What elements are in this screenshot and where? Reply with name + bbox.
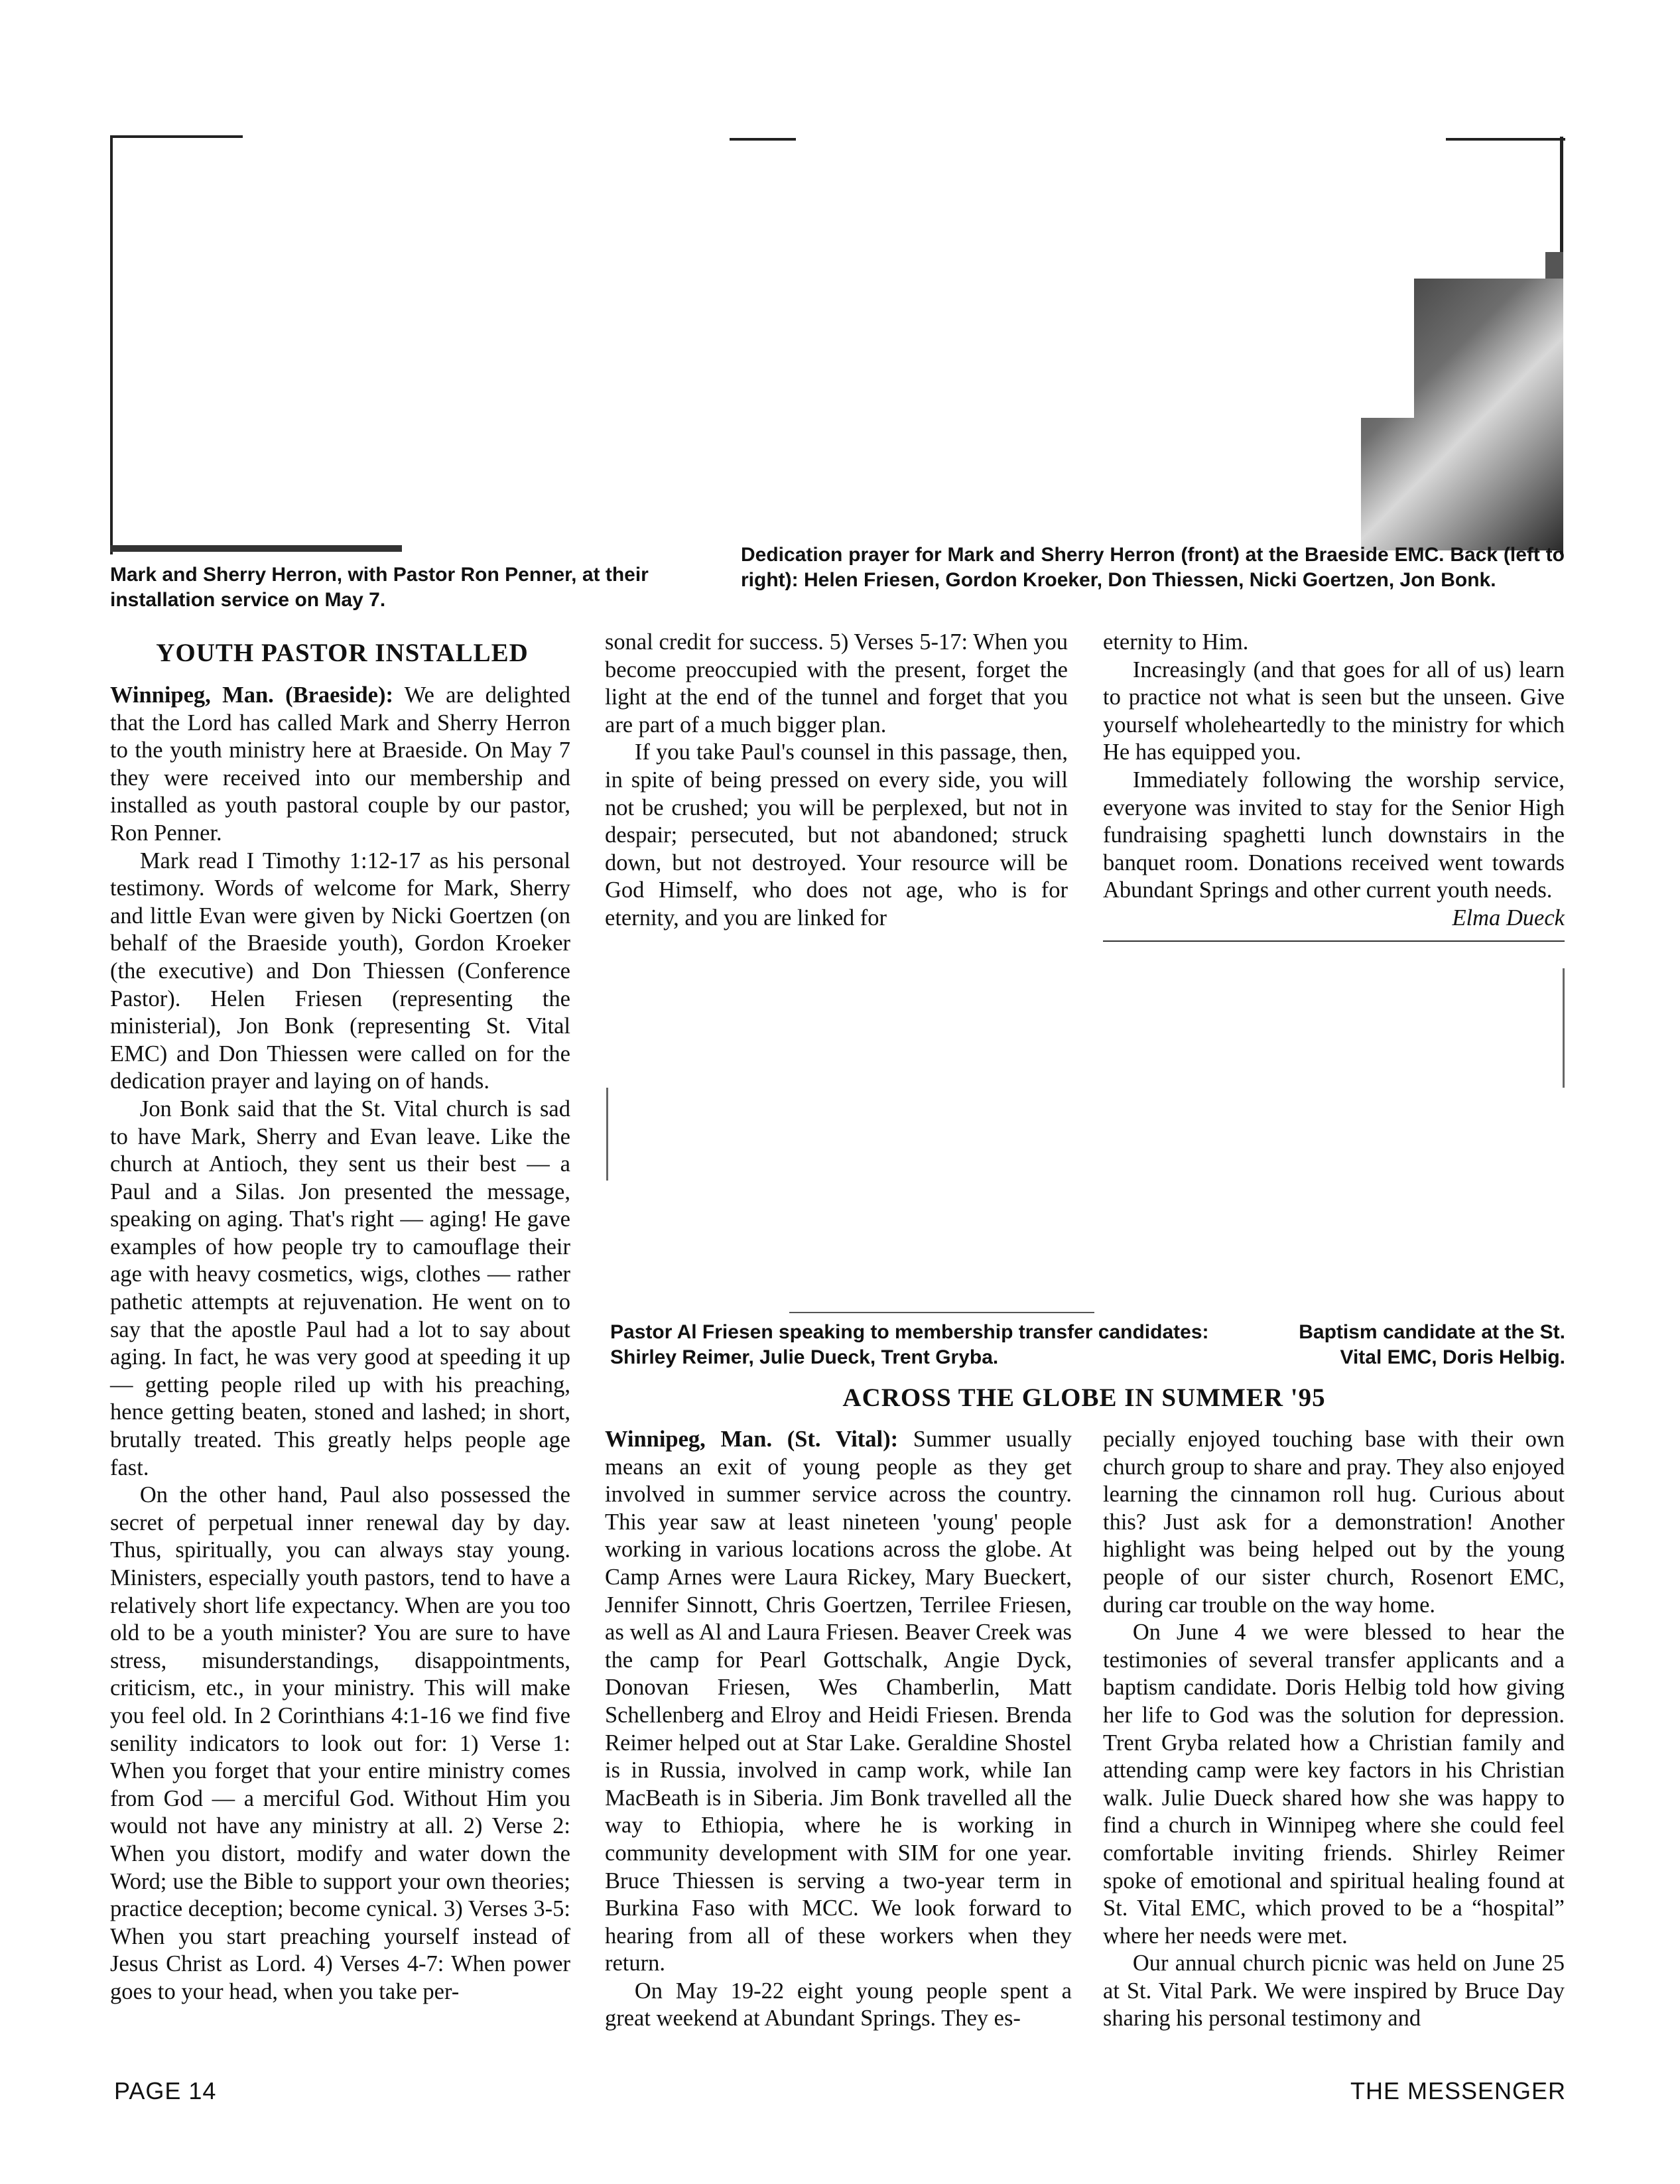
publication-name: THE MESSENGER — [1350, 2077, 1566, 2104]
photo-membership-transfer — [605, 955, 1563, 1313]
page-number: PAGE 14 — [114, 2077, 217, 2104]
article1-column-1 — [110, 682, 570, 2058]
caption-membership-transfer: Pastor Al Friesen speaking to membership transfer candidates: Shirley Reimer, Julie Dueck, Trent Gryba. — [610, 1321, 1209, 1368]
photo-dedication-mask — [1361, 279, 1414, 418]
article2-paragraph-4: On June 4 we were blessed to hear the testimonies of several transfer applicants and a baptism candidate. Doris Helbig told how giving her life to God was the solution for depression. Trent Gryba related how a Christian family and attending camp were key factors in his Christian walk. Julie Dueck shared how she was happy to find a church in Winnipeg where she could feel comfortable inviting friends. Shirley Reimer spoke of emotional and spiritual healing found at St. Vital EMC, which proved to be a “hospital” where her needs were met. — [1103, 1620, 1565, 1949]
photo-frame-left — [110, 137, 113, 554]
article1-paragraph-7: eternity to Him. — [1103, 629, 1249, 655]
article1-byline: Elma Dueck — [1452, 905, 1565, 931]
article1-paragraph-9-text: Immediately following the worship service, everyone was invited to stay for the Senior High fundraising spaghetti lunch downstairs in the banquet room. Donations received went towards Abundant Springs and other current youth needs. — [1103, 767, 1565, 903]
article1-paragraph-3: Jon Bonk said that the St. Vital church is sad to have Mark, Sherry and Evan leave. Like the church at Antioch, they sent us their best — a Paul and a Silas. Jon presented the message, speaking on aging. That's right — aging! He gave examples of how people try to camouflage their age with heavy cosmetics, wigs, clothes — rather pathetic attempts at rejuvenation. He went on to say that the apostle Paul had a lot to say about aging. In fact, he was very good at speeding it up — getting people riled up with his preaching, hence getting beaten, stoned and lashed; in short, brutally treated. This greatly helps people age fast. — [110, 1096, 570, 1480]
caption-installation: Mark and Sherry Herron, with Pastor Ron Penner, at their installation service on May 7. — [110, 564, 649, 611]
article2-column-2 — [1103, 1426, 1565, 2063]
photo-installation — [110, 137, 1364, 554]
article1-end-rule — [1103, 940, 1565, 942]
article2-paragraph-1: Summer usually means an exit of young people as they get involved in summer service across the country. This year saw at least nineteen 'young' people working in various locations across the globe. At Camp Arnes were Laura Rickey, Mary Bueckert, Jennifer Sinnott, Chris Goertzen, Terrilee Friesen, as well as Al and Laura Friesen. Beaver Creek was the camp for Pearl Gottschalk, Angie Dyck, Donovan Friesen, Wes Chamberlin, Matt Schellenberg and Elroy and Heidi Friesen. Brenda Reimer helped out at Star Lake. Geraldine Shostel is in Russia, involved in camp work, while Ian MacBeath is in Siberia. Jim Bonk travelled all the way to Ethiopia, where he is working in community development with SIM for one year. Bruce Thiessen is serving a two-year term in Burkina Faso with MCC. We look forward to hearing from all of these workers when they return. — [605, 1427, 1072, 1976]
photo-dedication-upper — [1545, 252, 1563, 279]
article2-column-1 — [605, 1426, 1072, 2063]
photo-frame-mid-bottom — [789, 1312, 1094, 1313]
article1-column-3 — [1103, 629, 1565, 934]
article1-paragraph-4: On the other hand, Paul also possessed the secret of perpetual inner renewal day by day. Thus, spiritually, you can always stay young. Ministers, especially youth pastors, tend to have a relatively short life expectancy. When are you too old to be a youth minister? You are sure to have stress, misunderstandings, disappointments, criticism, etc., in your ministry. This will make you feel old. In 2 Corinthians 4:1-16 we find five senility indicators to look out for: 1) Verse 1: When you forget that your entire ministry comes from God — a merciful God. Without Him you would not have any ministry at all. 2) Verse 2: When you distort, modify and water down the Word; use the Bible to support your own theories; practice deception; become cynical. 3) Verses 3-5: When you start preaching yourself instead of Jesus Christ as Lord. 4) Verses 4-7: When power goes to your head, when you take per- — [110, 1482, 570, 2004]
article1-paragraph-5: sonal credit for success. 5) Verses 5-17: When you become preoccupied with the present, forget the light at the end of the tunnel and forget that you are part of a much bigger plan. — [605, 629, 1068, 738]
article1-headline: YOUTH PASTOR INSTALLED — [156, 639, 529, 667]
article1-dateline: Winnipeg, Man. (Braeside): — [110, 682, 393, 708]
article1-paragraph-8: Increasingly (and that goes for all of us) learn to practice not what is seen but the unseen. Give yourself wholeheartedly to the ministry for which He has equipped you. — [1103, 657, 1565, 765]
article2-paragraph-2: On May 19-22 eight young people spent a great weekend at Abundant Springs. They es- — [605, 1978, 1072, 2031]
article2-paragraph-5: Our annual church picnic was held on June 25 at St. Vital Park. We were inspired by Bruce Day sharing his personal testimony and — [1103, 1951, 1565, 2031]
article1-paragraph-6: If you take Paul's counsel in this passage, then, in spite of being pressed on every side, you will not be crushed; you will be perplexed, but not in despair; persecuted, but not abandoned; struck down, but not destroyed. Your resource will be God Himself, who does not age, who is for eternity, and you are linked for — [605, 739, 1068, 931]
photo-frame-top-left — [110, 135, 243, 138]
photo-frame-top-mid — [730, 138, 796, 141]
article1-paragraph-2: Mark read I Timothy 1:12-17 as his personal testimony. Words of welcome for Mark, Sherry and little Evan were given by Nicki Goertzen (on behalf of the Braeside youth), Gordon Kroeker (the executive) and Don Thiessen (Conference Pastor). Helen Friesen (representing the ministerial), Jon Bonk (representing St. Vital EMC) and Don Thiessen were called on for the dedication prayer and laying on of hands. — [110, 848, 570, 1094]
article2-dateline: Winnipeg, Man. (St. Vital): — [605, 1427, 899, 1452]
article2-headline: ACROSS THE GLOBE IN SUMMER '95 — [842, 1383, 1326, 1412]
article1-lead — [110, 682, 570, 848]
article1-paragraph-9 — [1103, 767, 1565, 931]
photo-frame-mid-left — [606, 1088, 608, 1181]
photo-frame-top-right — [1446, 138, 1565, 141]
article2-lead — [605, 1426, 1072, 1978]
photo-frame-bottom — [110, 545, 402, 552]
article1-column-2 — [605, 629, 1068, 934]
caption-baptism: Baptism candidate at the St. Vital EMC, Doris Helbig. — [1299, 1321, 1565, 1368]
caption-dedication: Dedication prayer for Mark and Sherry Herron (front) at the Braeside EMC. Back (left to right): Helen Friesen, Gordon Kroeker, Don Thiessen, Nicki Goertzen, Jon Bonk. — [741, 544, 1565, 591]
article2-paragraph-3: pecially enjoyed touching base with their own church group to share and pray. They also enjoyed learning the cinnamon roll hug. Curious about this? Just ask for a demonstration! Another highlight was being helped out by the young people of our sister church, Rosenort EMC, during car trouble on the way home. — [1103, 1427, 1565, 1618]
article1-paragraph-1: We are delighted that the Lord has called Mark and Sherry Herron to the youth ministry here at Braeside. On May 7 they were received into our membership and installed as youth pastoral couple by our pastor, Ron Penner. — [110, 682, 570, 846]
photo-frame-mid-right — [1563, 968, 1565, 1088]
